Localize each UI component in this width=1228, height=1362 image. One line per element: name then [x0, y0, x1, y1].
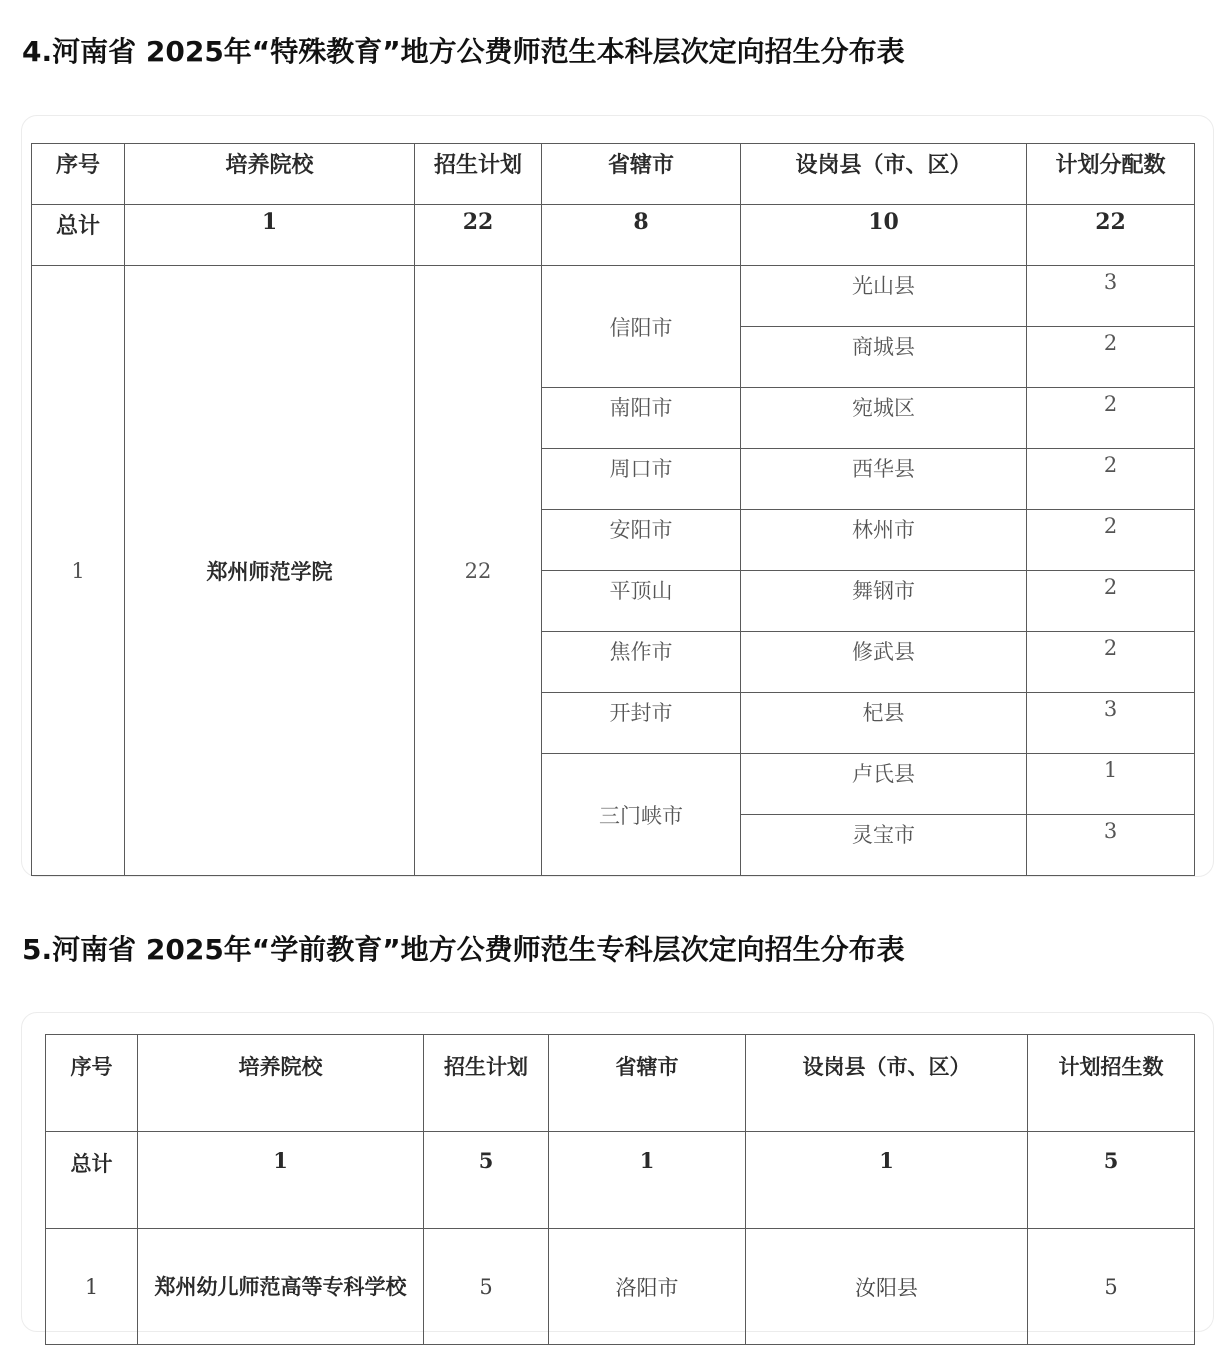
- row-index: 1: [46, 1229, 138, 1345]
- county-cell: 杞县: [741, 693, 1027, 754]
- county-cell: 卢氏县: [741, 754, 1027, 815]
- city-cell: 焦作市: [542, 632, 741, 693]
- preschool-education-table: [45, 1034, 1195, 1345]
- total-cities: 8: [542, 205, 741, 266]
- city-cell: 洛阳市: [549, 1229, 746, 1345]
- row-index: 1: [32, 266, 125, 876]
- total-plan: 22: [415, 205, 542, 266]
- city-cell: 南阳市: [542, 388, 741, 449]
- header-cell: 设岗县（市、区）: [741, 144, 1027, 205]
- count-cell: 3: [1027, 815, 1195, 876]
- count-cell: 5: [1028, 1229, 1195, 1345]
- county-cell: 商城县: [741, 327, 1027, 388]
- total-counties: 1: [746, 1132, 1028, 1229]
- header-cell: 计划招生数: [1028, 1035, 1195, 1132]
- count-cell: 3: [1027, 266, 1195, 327]
- school-plan: 22: [415, 266, 542, 876]
- county-cell: 修武县: [741, 632, 1027, 693]
- header-cell: 计划分配数: [1027, 144, 1195, 205]
- county-cell: 舞钢市: [741, 571, 1027, 632]
- total-row: [46, 1132, 1195, 1229]
- school-name: 郑州师范学院: [125, 266, 415, 876]
- total-schools: 1: [138, 1132, 424, 1229]
- header-cell: 培养院校: [138, 1035, 424, 1132]
- city-cell: 开封市: [542, 693, 741, 754]
- school-plan: 5: [424, 1229, 549, 1345]
- count-cell: 2: [1027, 388, 1195, 449]
- city-cell: 周口市: [542, 449, 741, 510]
- header-cell: 省辖市: [549, 1035, 746, 1132]
- total-label: 总计: [46, 1132, 138, 1229]
- count-cell: 2: [1027, 510, 1195, 571]
- school-name: 郑州幼儿师范高等专科学校: [138, 1229, 424, 1345]
- header-cell: 序号: [32, 144, 125, 205]
- count-cell: 2: [1027, 327, 1195, 388]
- city-cell: 信阳市: [542, 266, 741, 388]
- total-counties: 10: [741, 205, 1027, 266]
- total-label: 总计: [32, 205, 125, 266]
- county-cell: 西华县: [741, 449, 1027, 510]
- total-plan: 5: [424, 1132, 549, 1229]
- table-row: [32, 266, 1195, 327]
- total-allocation: 22: [1027, 205, 1195, 266]
- table-header-row: [32, 144, 1195, 205]
- header-cell: 序号: [46, 1035, 138, 1132]
- county-cell: 汝阳县: [746, 1229, 1028, 1345]
- county-cell: 宛城区: [741, 388, 1027, 449]
- total-allocation: 5: [1028, 1132, 1195, 1229]
- city-cell: 平顶山: [542, 571, 741, 632]
- count-cell: 3: [1027, 693, 1195, 754]
- city-cell: 安阳市: [542, 510, 741, 571]
- city-cell: 三门峡市: [542, 754, 741, 876]
- total-schools: 1: [125, 205, 415, 266]
- header-cell: 招生计划: [415, 144, 542, 205]
- county-cell: 光山县: [741, 266, 1027, 327]
- table-row: [46, 1229, 1195, 1345]
- header-cell: 培养院校: [125, 144, 415, 205]
- count-cell: 1: [1027, 754, 1195, 815]
- county-cell: 林州市: [741, 510, 1027, 571]
- header-cell: 招生计划: [424, 1035, 549, 1132]
- section-4-title: 4.河南省 2025年“特殊教育”地方公费师范生本科层次定向招生分布表: [22, 35, 905, 68]
- county-cell: 灵宝市: [741, 815, 1027, 876]
- count-cell: 2: [1027, 449, 1195, 510]
- section-5-title: 5.河南省 2025年“学前教育”地方公费师范生专科层次定向招生分布表: [22, 933, 905, 966]
- special-education-table: [31, 143, 1195, 876]
- count-cell: 2: [1027, 632, 1195, 693]
- count-cell: 2: [1027, 571, 1195, 632]
- header-cell: 设岗县（市、区）: [746, 1035, 1028, 1132]
- header-cell: 省辖市: [542, 144, 741, 205]
- total-cities: 1: [549, 1132, 746, 1229]
- total-row: [32, 205, 1195, 266]
- table-header-row: [46, 1035, 1195, 1132]
